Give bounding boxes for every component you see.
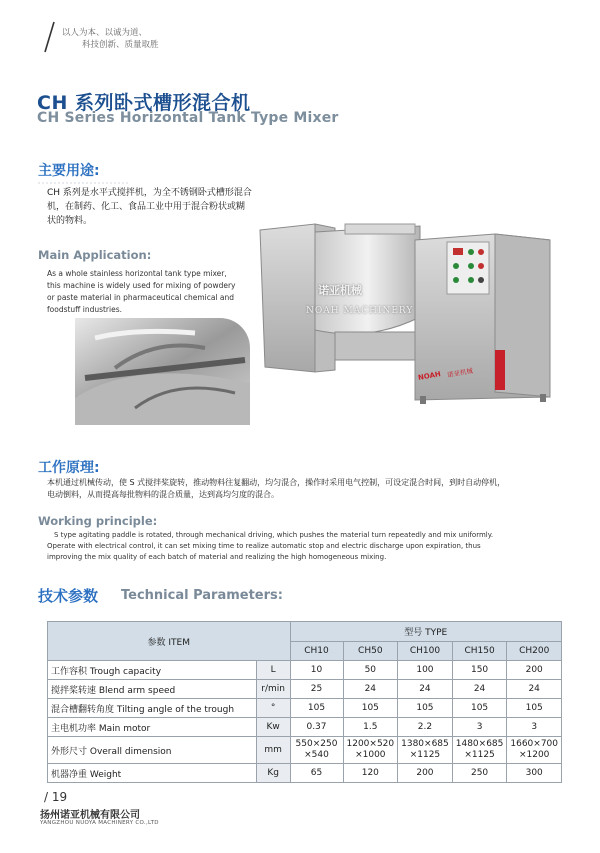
badge-cn: 诺亚机械 bbox=[446, 366, 474, 380]
cell: 50 bbox=[343, 661, 398, 680]
principle-heading-en: Working principle: bbox=[38, 514, 158, 528]
model-header: CH150 bbox=[452, 641, 507, 661]
slogan-line-1: 以人为本、以诚为道、 bbox=[62, 28, 148, 38]
text-line: 本机通过机械传动，使 S 式搅拌桨旋转，推动物料往复翻动，均匀混合，操作时采用电气控制，可设定混合时间，到时自动停机， bbox=[47, 478, 506, 487]
cell: 24 bbox=[398, 680, 453, 699]
text-line: Operate with electrical control, it can set mixing time to realize automatic stop and electric discharge upon expiration, thus bbox=[47, 542, 481, 550]
cell-line: 1200×520 bbox=[346, 739, 395, 749]
company-name-cn: 扬州诺亚机械有限公司 bbox=[40, 810, 140, 821]
cell: 105 bbox=[290, 699, 343, 718]
tech-heading-cn: 技术参数 bbox=[38, 587, 99, 605]
cell bbox=[452, 737, 507, 764]
cell: 3 bbox=[452, 718, 507, 737]
row-unit: r/min bbox=[256, 680, 290, 699]
parameters-table bbox=[47, 621, 562, 783]
cell bbox=[398, 737, 453, 764]
model-header: CH100 bbox=[398, 641, 453, 661]
row-label: 外形尺寸 Overall dimension bbox=[48, 737, 257, 764]
cell-line: 1480×685 bbox=[455, 739, 504, 749]
cell: 65 bbox=[290, 764, 343, 783]
text-line: 机，在制药、化工、食品工业中用于混合粉状或糊 bbox=[47, 202, 246, 212]
trough-interior-photo bbox=[75, 318, 250, 425]
table-row bbox=[48, 764, 562, 783]
cell: 24 bbox=[452, 680, 507, 699]
cell bbox=[343, 737, 398, 764]
cell bbox=[290, 737, 343, 764]
slogan-line-2: 科技创新、质量取胜 bbox=[82, 40, 159, 50]
cell-line: ×1125 bbox=[409, 750, 441, 760]
row-label: 工作容积 Trough capacity bbox=[48, 661, 257, 680]
page-title-cn: CH 系列卧式槽形混合机 bbox=[37, 92, 251, 114]
cell: 105 bbox=[507, 699, 562, 718]
row-label: 混合槽翻转角度 Tilting angle of the trough bbox=[48, 699, 257, 718]
cell: 2.2 bbox=[398, 718, 453, 737]
cell-line: 1380×685 bbox=[401, 739, 449, 749]
text-line: S type agitating paddle is rotated, through mechanical driving, which pushes the material turn repeatedly and mix uniformly. bbox=[54, 531, 494, 539]
cell: 105 bbox=[452, 699, 507, 718]
principle-text-en bbox=[47, 530, 567, 563]
cell-line: ×1200 bbox=[518, 750, 550, 760]
company-name-en: YANGZHOU NUOYA MACHINERY CO.,LTD bbox=[40, 820, 159, 826]
cell: 25 bbox=[290, 680, 343, 699]
table-row bbox=[48, 737, 562, 764]
cell: 10 bbox=[290, 661, 343, 680]
main-use-heading-cn: 主要用途: bbox=[38, 163, 100, 179]
brand-watermark-cn: 诺亚机械 bbox=[318, 284, 362, 297]
principle-heading-cn: 工作原理: bbox=[38, 460, 100, 476]
cell: 3 bbox=[507, 718, 562, 737]
cell: 1.5 bbox=[343, 718, 398, 737]
cell-line: ×1125 bbox=[464, 750, 495, 760]
text-line: As a whole stainless horizontal tank type mixer, bbox=[47, 269, 227, 278]
cell: 24 bbox=[343, 680, 398, 699]
cell: 0.37 bbox=[290, 718, 343, 737]
cell: 300 bbox=[507, 764, 562, 783]
cell: 200 bbox=[507, 661, 562, 680]
main-use-text-en bbox=[47, 268, 257, 316]
row-label: 机器净重 Weight bbox=[48, 764, 257, 783]
row-unit: mm bbox=[256, 737, 290, 764]
cell-line: 550×250 bbox=[295, 739, 338, 749]
text-line: CH 系列是水平式搅拌机，为全不锈钢卧式槽形混合 bbox=[47, 188, 252, 198]
text-line: improving the mix quality of each batch of material and realizing the high homogeneous mixing. bbox=[47, 553, 387, 561]
model-header: CH50 bbox=[343, 641, 398, 661]
cell: 120 bbox=[343, 764, 398, 783]
cell-line: ×1000 bbox=[355, 750, 386, 760]
table-header-row bbox=[48, 622, 562, 642]
main-use-text-cn bbox=[47, 186, 257, 228]
cell: 200 bbox=[398, 764, 453, 783]
cell: 100 bbox=[398, 661, 453, 680]
page-title-en: CH Series Horizontal Tank Type Mixer bbox=[37, 110, 339, 126]
cell: 250 bbox=[452, 764, 507, 783]
row-label: 搅拌桨转速 Blend arm speed bbox=[48, 680, 257, 699]
slash-decoration bbox=[40, 20, 58, 54]
text-line: 电动倒料，从而提高每批物料的混合质量，达到高均匀度的混合。 bbox=[47, 490, 279, 499]
text-line: this machine is widely used for mixing of powdery bbox=[47, 281, 236, 290]
cell-line: ×540 bbox=[304, 750, 329, 760]
table-row bbox=[48, 661, 562, 680]
principle-text-cn bbox=[47, 477, 567, 501]
row-unit: Kg bbox=[256, 764, 290, 783]
row-unit: ° bbox=[256, 699, 290, 718]
cell-line: 1660×700 bbox=[510, 739, 558, 749]
tech-heading-en: Technical Parameters: bbox=[121, 588, 283, 603]
brand-watermark-en: NOAH MACHINERY bbox=[306, 306, 414, 316]
model-header: CH10 bbox=[290, 641, 343, 661]
text-line: foodstuff industries. bbox=[47, 305, 123, 314]
type-header: 型号 TYPE bbox=[290, 622, 562, 642]
cell: 24 bbox=[507, 680, 562, 699]
row-label: 主电机功率 Main motor bbox=[48, 718, 257, 737]
row-unit: L bbox=[256, 661, 290, 680]
item-header: 参数 ITEM bbox=[48, 622, 291, 661]
cell: 105 bbox=[343, 699, 398, 718]
mixer-machine-photo bbox=[255, 222, 555, 422]
table-row bbox=[48, 680, 562, 699]
badge-logo: NOAH bbox=[417, 370, 442, 382]
table-row bbox=[48, 718, 562, 737]
model-header: CH200 bbox=[507, 641, 562, 661]
cell: 150 bbox=[452, 661, 507, 680]
row-unit: Kw bbox=[256, 718, 290, 737]
cell bbox=[507, 737, 562, 764]
main-use-heading-en: Main Application: bbox=[38, 248, 152, 262]
table-row bbox=[48, 699, 562, 718]
text-line: 状的物料。 bbox=[47, 216, 93, 226]
text-line: or paste material in pharmaceutical chemical and bbox=[47, 293, 235, 302]
page-number: / 19 bbox=[44, 790, 68, 804]
cell: 105 bbox=[398, 699, 453, 718]
